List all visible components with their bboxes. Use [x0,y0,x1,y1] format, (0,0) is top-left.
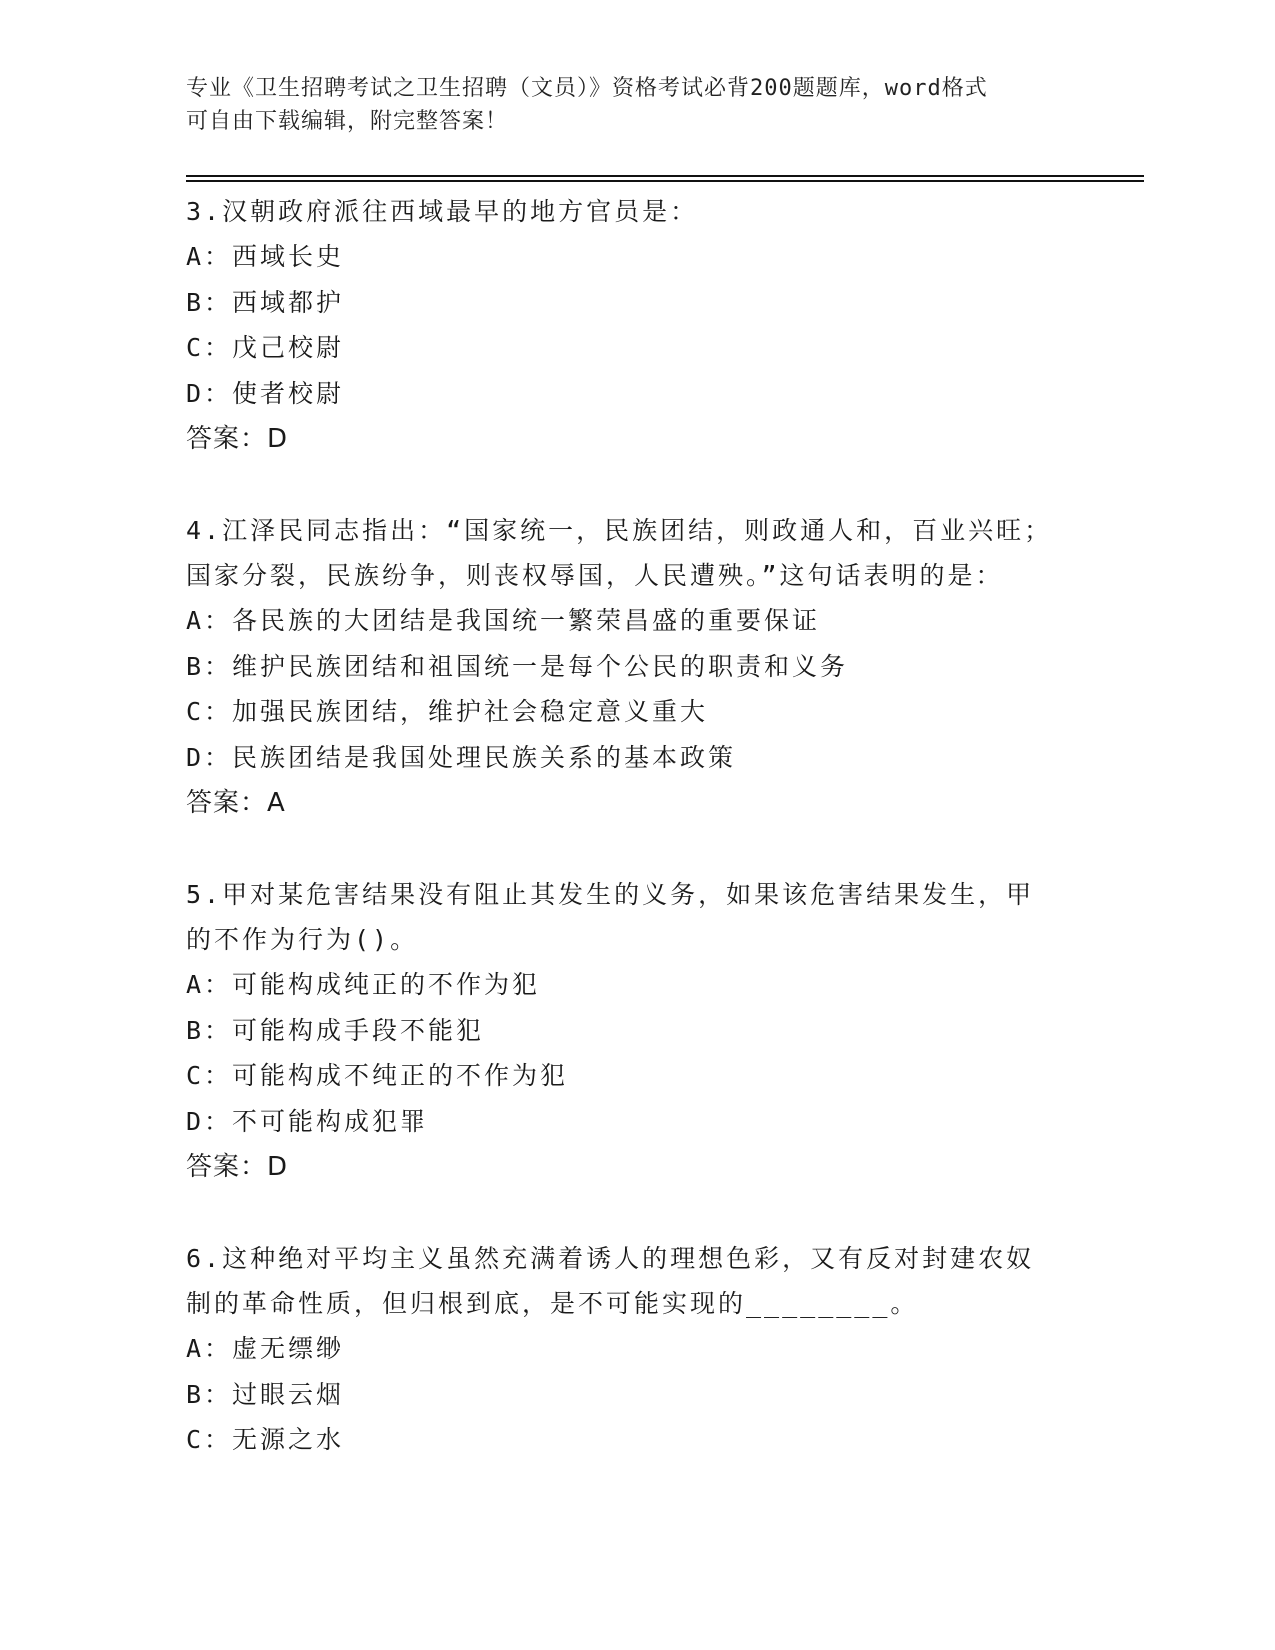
question-stem-line: 4.江泽民同志指出：“国家统一，民族团结，则政通人和，百业兴旺； [186,516,1053,545]
question-list [186,189,1086,1509]
answer-option: D：使者校尉 [186,378,345,408]
answer-key: 答案：D [186,424,289,454]
answer-key: 答案：A [186,788,286,818]
document-header [186,72,1066,138]
question-stem-line: 6.这种绝对平均主义虽然充满着诱人的理想色彩，又有反对封建农奴 [186,1244,1035,1273]
answer-option: C：加强民族团结，维护社会稳定意义重大 [186,697,709,726]
answer-option: A：西域长史 [186,242,345,271]
answer-option: D：民族团结是我国处理民族关系的基本政策 [186,742,737,772]
header-divider-top [186,175,1144,177]
answer-option: C：无源之水 [186,1425,345,1454]
answer-option: B：可能构成手段不能犯 [186,1015,485,1045]
question-stem-line: 5.甲对某危害结果没有阻止其发生的义务，如果该危害结果发生，甲 [186,880,1035,909]
question-stem-line: 的不作为行为()。 [186,925,419,954]
header-divider-bottom [186,180,1144,182]
question-block [186,1236,1086,1463]
answer-option: C：可能构成不纯正的不作为犯 [186,1061,569,1090]
header-line-2: 可自由下载编辑，附完整答案！ [186,109,509,134]
answer-option: A：虚无缥缈 [186,1334,345,1363]
question-block [186,189,1086,462]
answer-option: A：各民族的大团结是我国统一繁荣昌盛的重要保证 [186,606,821,635]
question-block [186,872,1086,1190]
answer-option: D：不可能构成犯罪 [186,1106,429,1136]
answer-option: A：可能构成纯正的不作为犯 [186,970,541,999]
question-stem-line: 制的革命性质，但归根到底，是不可能实现的________。 [186,1289,919,1318]
question-stem-line: 3.汉朝政府派往西域最早的地方官员是： [186,197,699,226]
answer-option: B：维护民族团结和祖国统一是每个公民的职责和义务 [186,651,849,681]
answer-option: B：过眼云烟 [186,1379,345,1409]
header-line-1: 专业《卫生招聘考试之卫生招聘（文员）》资格考试必背200题题库，word格式 [186,76,988,101]
answer-option: C：戊己校尉 [186,333,345,362]
question-block [186,508,1086,826]
question-stem-line: 国家分裂，民族纷争，则丧权辱国，人民遭殃。”这句话表明的是： [186,561,1004,590]
answer-option: B：西域都护 [186,287,345,317]
answer-key: 答案：D [186,1152,289,1182]
